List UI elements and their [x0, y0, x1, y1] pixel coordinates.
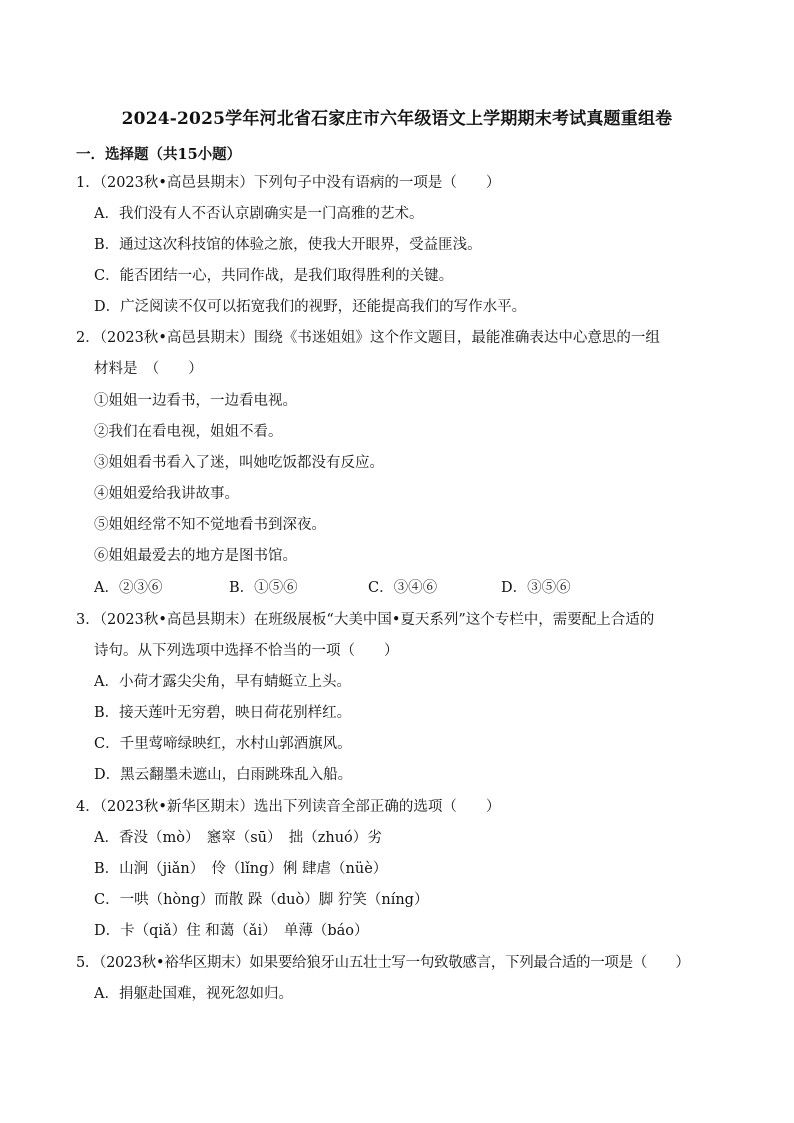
section-heading: 一．选择题（共15小题）: [76, 146, 242, 163]
question-2-stem-cont: 材料是 （ ）: [94, 361, 203, 377]
question-3-option-d: D．黑云翻墨未遮山，白雨跳珠乱入船。: [94, 767, 353, 783]
question-2-item-2: ②我们在看电视，姐姐不看。: [94, 424, 283, 440]
question-4-option-d: D．卡（qiǎ）住 和蔼（ǎi） 单薄（báo）: [94, 923, 369, 939]
question-2-option-b: B．①⑤⑥: [229, 580, 298, 596]
question-1-option-b: B．通过这次科技馆的体验之旅，使我大开眼界，受益匪浅。: [94, 237, 482, 253]
question-2-option-a: A．②③⑥: [94, 580, 163, 596]
question-5-option-a: A．捐躯赴国难，视死忽如归。: [94, 986, 293, 1002]
question-1-option-d: D．广泛阅读不仅可以拓宽我们的视野，还能提高我们的写作水平。: [94, 299, 527, 315]
question-3-option-b: B．接天莲叶无穷碧，映日荷花别样红。: [94, 705, 352, 721]
question-1-option-c: C．能否团结一心，共同作战，是我们取得胜利的关键。: [94, 268, 454, 284]
question-1-stem: 1．（2023秋•高邑县期末）下列句子中没有语病的一项是（ ）: [76, 175, 501, 191]
question-3-option-a: A．小荷才露尖尖角，早有蜻蜓立上头。: [94, 674, 351, 690]
question-4-option-c: C．一哄（hòng）而散 跺（duò）脚 狞笑（níng）: [94, 892, 429, 908]
question-3-stem-cont: 诗句。从下列选项中选择不恰当的一项（ ）: [94, 643, 399, 659]
question-2-option-c: C．③④⑥: [368, 580, 438, 596]
question-2-item-5: ⑤姐姐经常不知不觉地看书到深夜。: [94, 517, 326, 533]
question-3-stem: 3．（2023秋•高邑县期末）在班级展板“大美中国•夏天系列”这个专栏中，需要配上合适的: [76, 612, 655, 628]
question-3-option-c: C．千里莺啼绿映红，水村山郭酒旗风。: [94, 736, 352, 752]
question-5-stem: 5．（2023秋•裕华区期末）如果要给狼牙山五壮士写一句致敬感言，下列最合适的一项是（ ）: [76, 955, 690, 971]
question-2-stem: 2．（2023秋•高邑县期末）围绕《书迷姐姐》这个作文题目，最能准确表达中心意思的一组: [76, 330, 660, 346]
question-1-option-a: A．我们没有人不否认京剧确实是一门高雅的艺术。: [94, 206, 424, 222]
question-2-item-1: ①姐姐一边看书，一边看电视。: [94, 393, 297, 409]
question-2-item-3: ③姐姐看书看入了迷，叫她吃饭都没有反应。: [94, 455, 384, 471]
page-title: 2024-2025学年河北省石家庄市六年级语文上学期期末考试真题重组卷: [121, 109, 673, 129]
question-4-option-a: A．香没（mò） 窸窣（sū） 拙（zhuó）劣: [94, 830, 382, 846]
question-2-item-6: ⑥姐姐最爱去的地方是图书馆。: [94, 548, 297, 564]
question-2-option-d: D．③⑤⑥: [501, 580, 571, 596]
question-4-stem: 4．（2023秋•新华区期末）选出下列读音全部正确的选项（ ）: [76, 799, 501, 815]
question-4-option-b: B．山涧（jiǎn） 伶（lǐng）俐 肆虐（nüè）: [94, 861, 388, 877]
question-2-item-4: ④姐姐爱给我讲故事。: [94, 486, 239, 502]
